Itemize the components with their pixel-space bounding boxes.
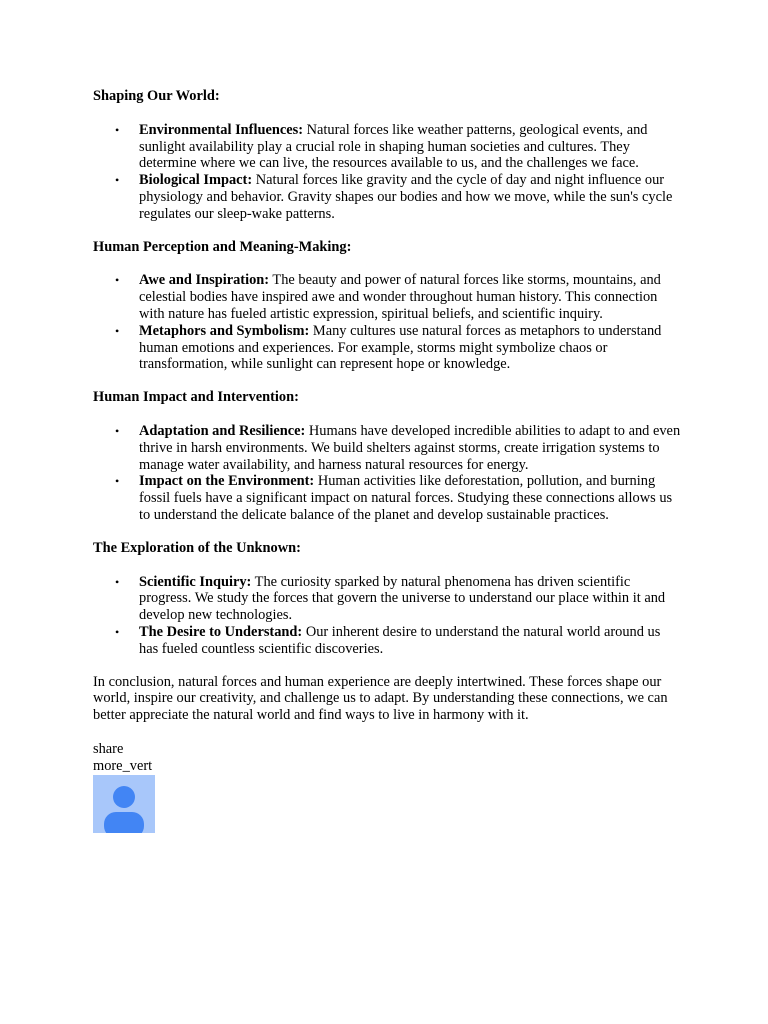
list-item-text: Many cultures use natural forces as metaphors to understand human emotions and experiences. For example, storms might symbolize chaos or transformation, while sunlight can represent hope or knowledge.	[139, 322, 662, 373]
list-item	[115, 121, 683, 172]
list-item-text: The curiosity sparked by natural phenomena has driven scientific progress. We study the forces that govern the universe to understand our place within it and develop new technologies.	[139, 573, 666, 624]
list-item	[115, 322, 683, 373]
section-human-impact	[93, 389, 683, 524]
bullet-icon: •	[115, 323, 120, 338]
section-heading: The Exploration of the Unknown:	[93, 539, 301, 556]
list-item	[115, 623, 683, 658]
bullet-icon: •	[115, 122, 120, 137]
avatar-body-shape	[104, 812, 144, 833]
list-item-term: Impact on the Environment:	[139, 473, 315, 490]
list-item-text: Our inherent desire to understand the natural world around us has fueled countless scientific discoveries.	[139, 623, 661, 657]
section-heading: Shaping Our World:	[93, 88, 220, 104]
list-item	[115, 473, 683, 523]
user-silhouette-icon	[93, 775, 155, 833]
list-item-text: Humans have developed incredible abilities to adapt to and even thrive in harsh environments. We build shelters against storms, create irrigation systems to manage water availability, and harness natural resources for energy.	[139, 422, 681, 473]
list-item-term: Metaphors and Symbolism:	[139, 322, 310, 339]
bullet-list	[93, 272, 683, 373]
more-vert-link[interactable]: more_vert	[93, 757, 153, 774]
bullet-icon: •	[115, 474, 120, 489]
list-item-text: Natural forces like weather patterns, geological events, and sunlight availability play a crucial role in shaping human societies and cultures. They determine where we can live, the resources available to us, and the challenges we face.	[139, 121, 648, 172]
list-item-term: Scientific Inquiry:	[139, 573, 252, 590]
list-item	[115, 272, 683, 322]
list-item-term: Environmental Influences:	[139, 121, 304, 138]
list-item-term: Biological Impact:	[139, 172, 253, 189]
list-item	[115, 172, 683, 222]
bullet-list	[93, 423, 683, 524]
avatar[interactable]	[93, 775, 155, 833]
section-human-perception	[93, 239, 683, 374]
bullet-list	[93, 122, 683, 223]
share-link[interactable]: share	[93, 740, 124, 757]
list-item-term: Awe and Inspiration:	[139, 272, 270, 289]
list-item-text: Human activities like deforestation, pollution, and burning fossil fuels have a significant impact on natural forces. Studying these connections allows us to understand the delicate balance of the planet and develop sustainable practices.	[139, 473, 673, 523]
bullet-icon: •	[115, 624, 120, 639]
bullet-icon: •	[115, 273, 120, 288]
bullet-icon: •	[115, 574, 120, 589]
bullet-icon: •	[115, 173, 120, 188]
list-item-term: Adaptation and Resilience:	[139, 422, 306, 439]
bullet-list	[93, 574, 683, 658]
list-item-text: The beauty and power of natural forces like storms, mountains, and celestial bodies have inspired awe and wonder throughout human history. This connection with nature has fueled artistic expression, spiritual beliefs, and scientific inquiry.	[139, 272, 661, 322]
section-shaping-our-world	[93, 88, 683, 223]
list-item-term: The Desire to Understand:	[139, 623, 303, 640]
bullet-icon: •	[115, 423, 120, 438]
section-heading: Human Impact and Intervention:	[93, 389, 299, 406]
list-item-text: Natural forces like gravity and the cycle of day and night influence our physiology and behavior. Gravity shapes our bodies and how we move, while the sun's cycle regulates our sleep-wake patterns.	[139, 172, 673, 222]
avatar-head-shape	[113, 786, 135, 808]
list-item	[115, 573, 683, 624]
section-heading: Human Perception and Meaning-Making:	[93, 238, 352, 255]
document-body	[93, 88, 683, 833]
list-item	[115, 422, 683, 473]
section-exploration-unknown	[93, 540, 683, 658]
conclusion-paragraph: In conclusion, natural forces and human experience are deeply intertwined. These forces shape our world, inspire our creativity, and challenge us to adapt. By understanding these connections, we can better appreciate the natural world and find ways to live in harmony with it.	[93, 673, 668, 724]
